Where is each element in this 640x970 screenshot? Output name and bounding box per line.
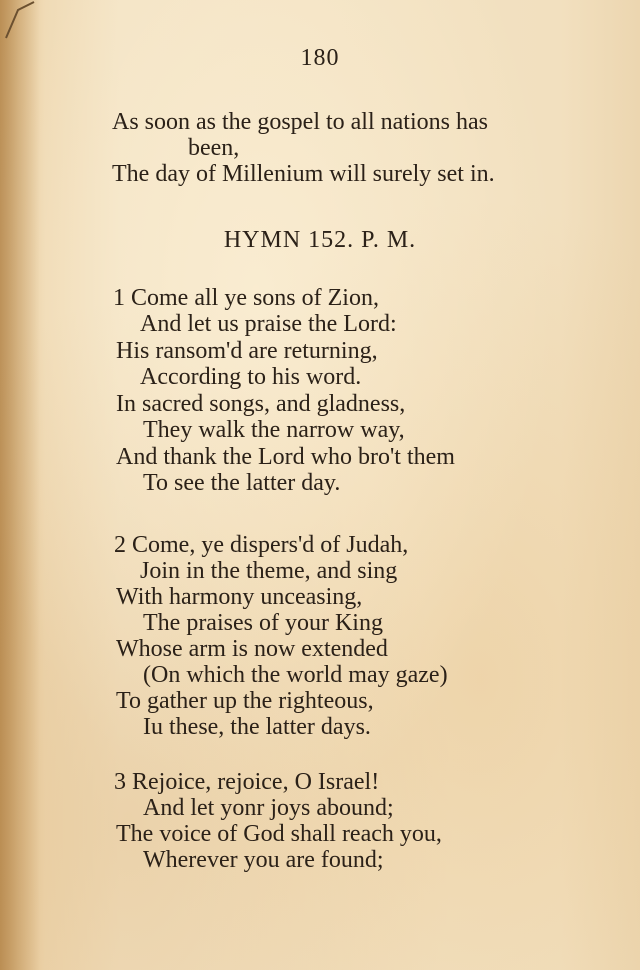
page-number: 180 xyxy=(300,45,340,71)
page-spine-shadow xyxy=(0,0,40,970)
stanza-2-line-2: Join in the theme, and sing xyxy=(140,558,398,584)
torn-corner-mark xyxy=(4,0,44,40)
preceding-line-1: As soon as the gospel to all nations has xyxy=(112,109,488,135)
stanza-1-line-8: To see the latter day. xyxy=(143,470,341,496)
stanza-number: 1 xyxy=(113,285,125,311)
preceding-line-2: been, xyxy=(188,135,240,161)
stanza-number: 3 xyxy=(114,769,126,795)
stanza-1-line-4: According to his word. xyxy=(140,364,362,390)
stanza-number: 2 xyxy=(114,532,126,558)
stanza-1-line-5: In sacred songs, and gladness, xyxy=(116,391,406,417)
stanza-3-line-3: The voice of God shall reach you, xyxy=(116,821,442,847)
stanza-1-line-2: And let us praise the Lord: xyxy=(140,311,397,337)
stanza-2-line-4: The praises of your King xyxy=(143,610,383,636)
stanza-2-line-3: With harmony unceasing, xyxy=(116,584,363,610)
stanza-2-line-7: To gather up the righteous, xyxy=(116,688,374,714)
preceding-line-3: The day of Millenium will surely set in. xyxy=(112,161,495,187)
verse-line: Come, ye dispers'd of Judah, xyxy=(132,532,409,558)
hymn-title: HYMN 152. P. M. xyxy=(223,227,417,253)
stanza-1-line-6: They walk the narrow way, xyxy=(143,417,405,443)
stanza-2-line-1 xyxy=(114,532,408,558)
stanza-3-line-4: Wherever you are found; xyxy=(143,847,384,873)
verse-line: Come all ye sons of Zion, xyxy=(131,285,379,311)
stanza-2-line-8: Iu these, the latter days. xyxy=(143,714,371,740)
stanza-2-line-6: (On which the world may gaze) xyxy=(143,662,448,688)
stanza-1-line-3: His ransom'd are returning, xyxy=(116,338,378,364)
stanza-3-line-2: And let yonr joys abound; xyxy=(143,795,394,821)
stanza-1-line-1 xyxy=(113,285,379,311)
stanza-2-line-5: Whose arm is now extended xyxy=(116,636,388,662)
stanza-1-line-7: And thank the Lord who bro't them xyxy=(116,444,455,470)
verse-line: Rejoice, rejoice, O Israel! xyxy=(132,769,380,795)
stanza-3-line-1 xyxy=(114,769,379,795)
